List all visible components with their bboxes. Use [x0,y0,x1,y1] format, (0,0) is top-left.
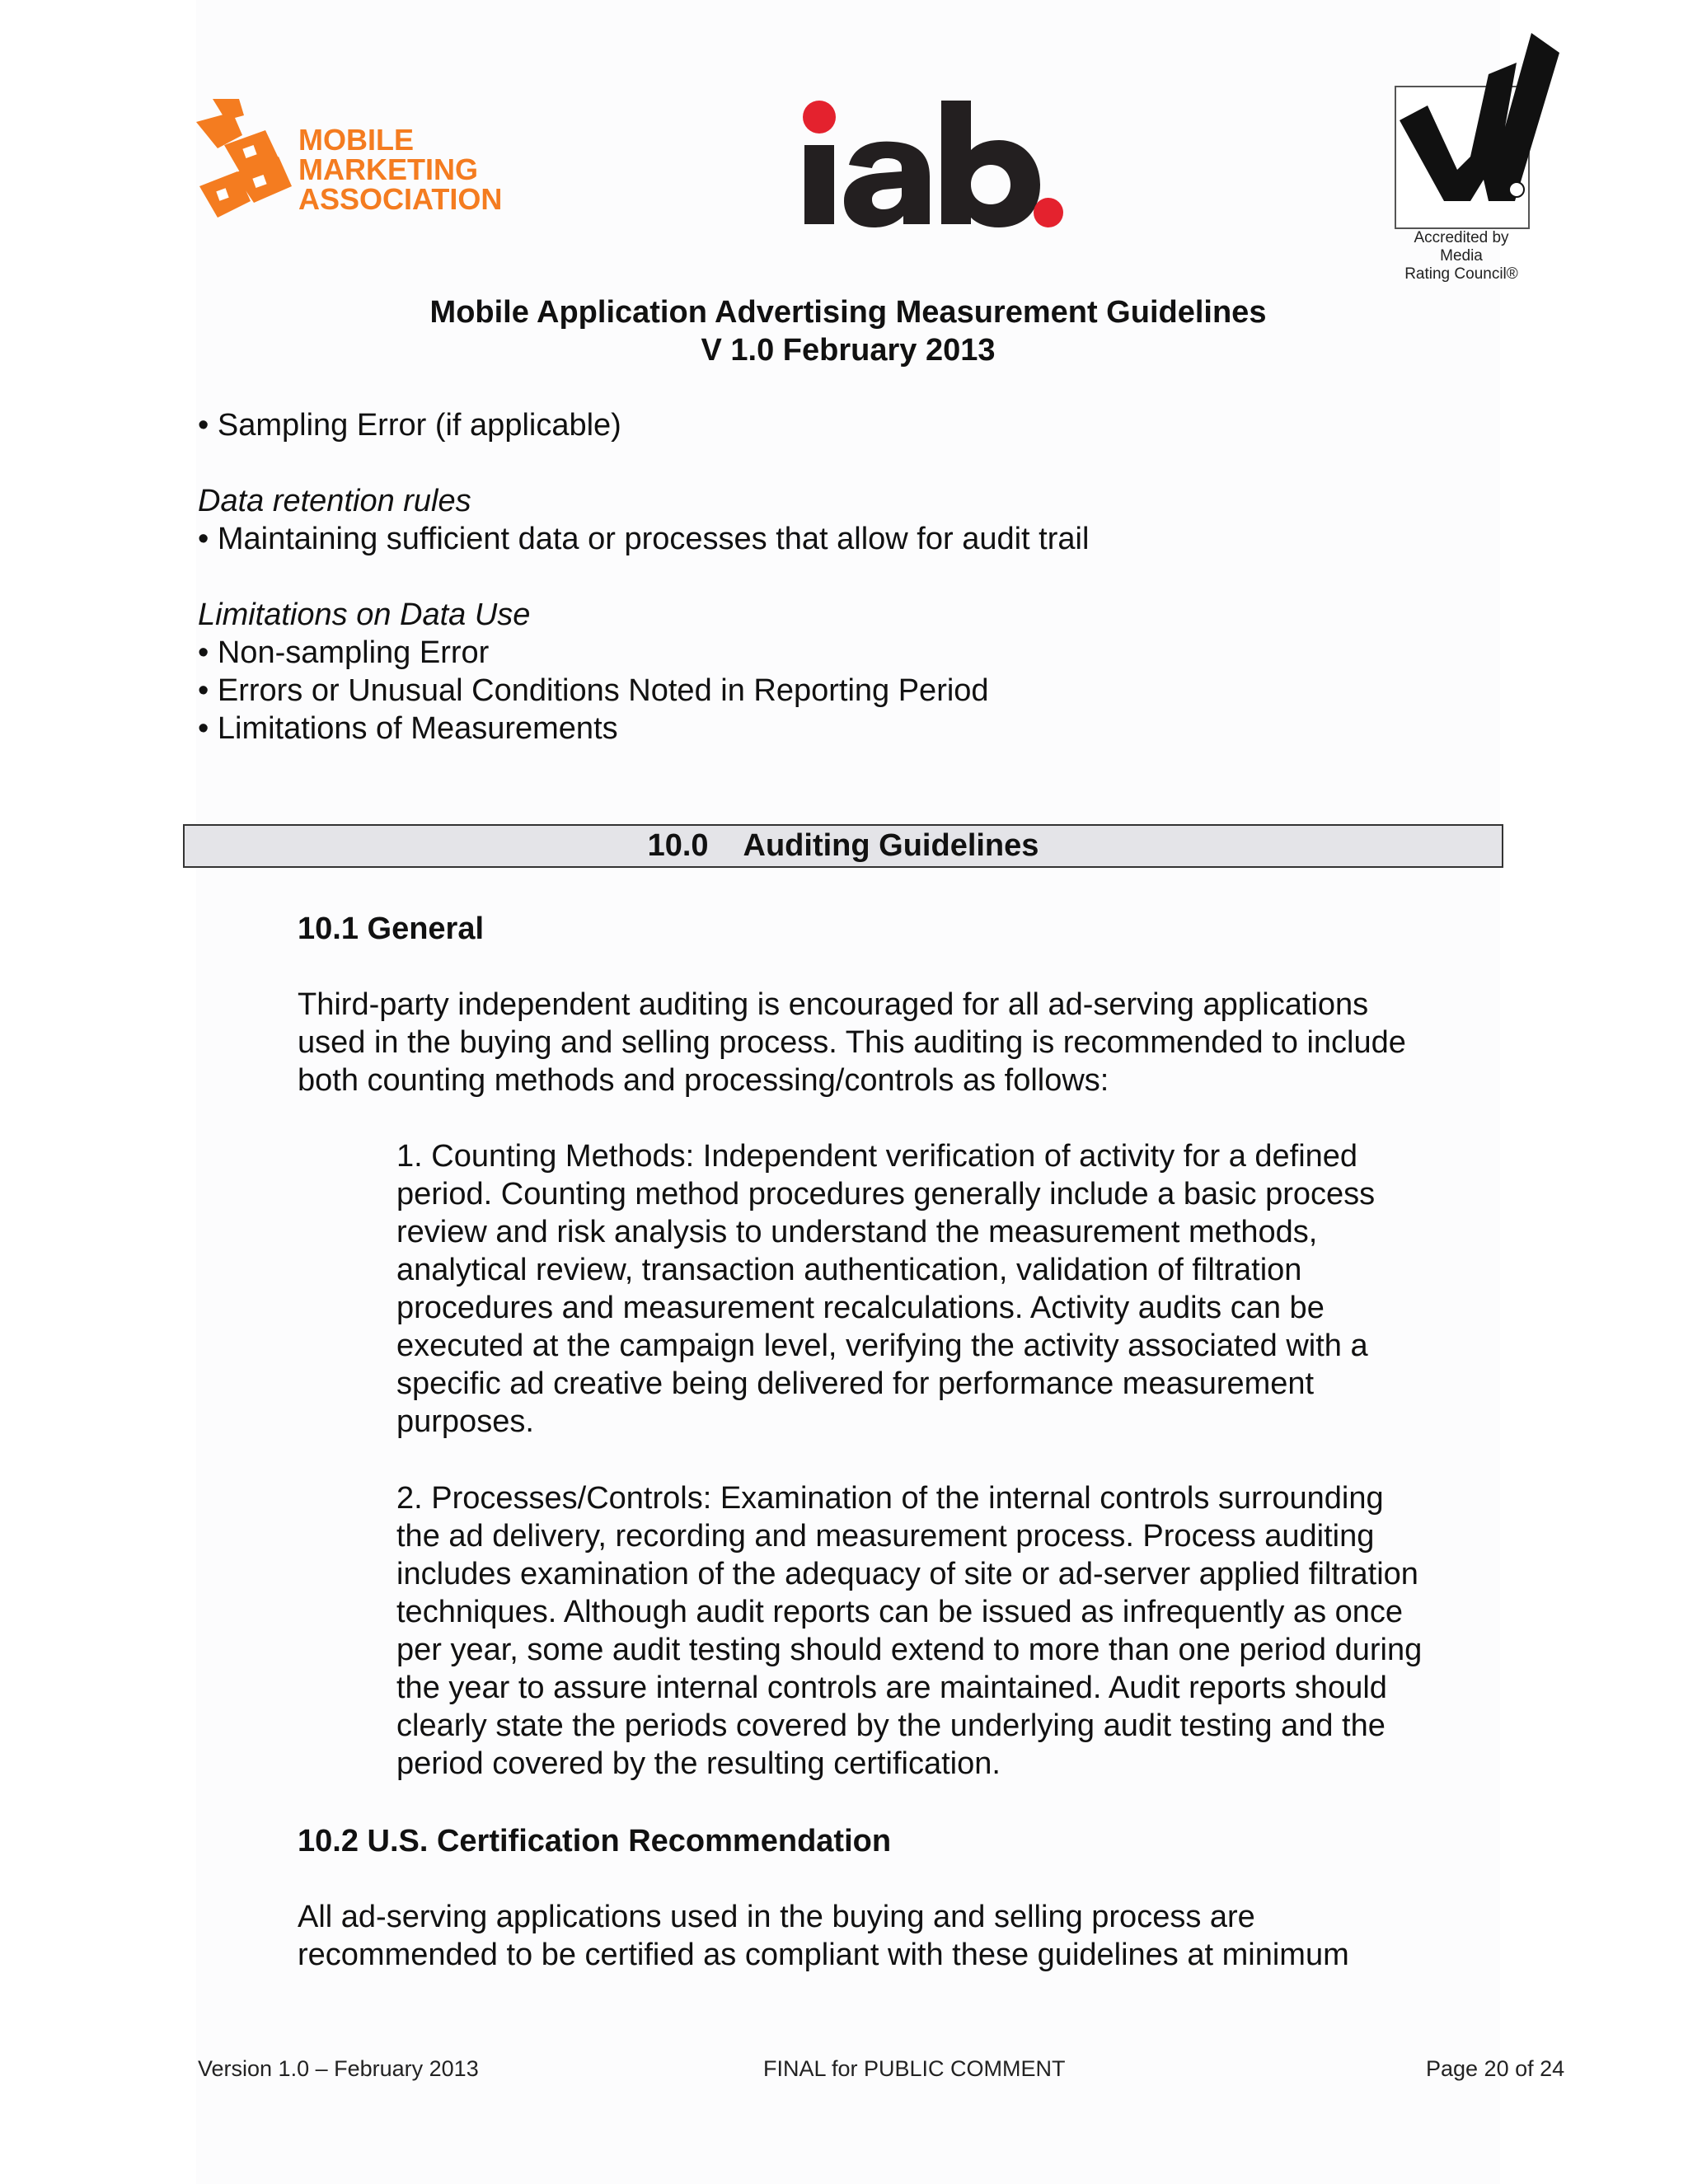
footer-page-number: Page 20 of 24 [1426,2056,1565,2081]
paragraph-line: used in the buying and selling process. This auditing is recommended to include [298,1025,1406,1060]
paragraph-line: recommended to be certified as compliant with these guidelines at minimum [298,1938,1349,1972]
paragraph-line: the year to assure internal controls are maintained. Audit reports should [396,1671,1387,1705]
paragraph-line: Third-party independent auditing is encouraged for all ad-serving applications [298,987,1369,1022]
iab-logo [801,97,1065,229]
data-retention-heading: Data retention rules [198,484,471,518]
paragraph-line: specific ad creative being delivered for performance measurement [396,1366,1315,1401]
paragraph-line: purposes. [396,1404,534,1439]
paragraph-line: executed at the campaign level, verifying the activity associated with a [396,1329,1368,1363]
paragraph-line: period covered by the resulting certification. [396,1746,1001,1781]
list-item-data-retention: • Maintaining sufficient data or processes that allow for audit trail [198,522,1090,556]
paragraph-line: 1. Counting Methods: Independent verification of activity for a defined [396,1139,1358,1174]
mrc-caption [1391,229,1531,284]
subsection-heading-certification: 10.2 U.S. Certification Recommendation [298,1824,892,1858]
paragraph-line: All ad-serving applications used in the buying and selling process are [298,1900,1255,1934]
document-title [196,293,1500,369]
section-heading-bar [183,824,1503,868]
paragraph-line: clearly state the periods covered by the underlying audit testing and the [396,1708,1386,1743]
paragraph-line: techniques. Although audit reports can be issued as infrequently as once [396,1595,1404,1629]
mma-logo [196,97,509,221]
list-item-non-sampling-error: • Non-sampling Error [198,635,490,670]
processes-controls-item [396,1479,1422,1783]
footer-status: FINAL for PUBLIC COMMENT [763,2056,1066,2081]
paragraph-line: includes examination of the adequacy of site or ad-server applied filtration [396,1557,1418,1591]
mma-line-3: ASSOCIATION [298,182,503,216]
list-item-errors-unusual-conditions: • Errors or Unusual Conditions Noted in Reporting Period [198,673,989,708]
paragraph-line: period. Counting method procedures generally include a basic process [396,1177,1376,1212]
mrc-caption-line-2: Media [1440,247,1483,265]
list-item-sampling-error: • Sampling Error (if applicable) [198,408,621,443]
paragraph-line: 2. Processes/Controls: Examination of the internal controls surrounding [396,1481,1384,1516]
paragraph-line: procedures and measurement recalculations. Activity audits can be [396,1291,1325,1325]
mma-mark-icon [196,97,295,221]
mma-wordmark [298,125,502,214]
paragraph-line: per year, some audit testing should extend to more than one period during [396,1633,1423,1667]
limitations-heading: Limitations on Data Use [198,598,531,632]
mrc-accreditation-logo [1391,25,1564,283]
section-number: 10.0 [647,828,709,863]
certification-paragraph [298,1898,1349,1974]
subsection-heading-general: 10.1 General [298,912,485,946]
section-title: Auditing Guidelines [743,828,1039,863]
paragraph-line: analytical review, transaction authentication, validation of filtration [396,1253,1302,1287]
general-intro-paragraph [298,986,1406,1099]
footer-version: Version 1.0 – February 2013 [198,2056,479,2081]
counting-methods-item [396,1137,1375,1441]
paragraph-line: review and risk analysis to understand the measurement methods, [396,1215,1318,1249]
document-title-line-1: Mobile Application Advertising Measurement Guidelines [429,295,1267,330]
list-item-limitations-of-measurements: • Limitations of Measurements [198,711,618,746]
mrc-caption-line-3: Rating Council® [1404,265,1518,283]
paragraph-line: the ad delivery, recording and measurement process. Process auditing [396,1519,1375,1554]
paragraph-line: both counting methods and processing/controls as follows: [298,1063,1109,1098]
mma-line-2: MARKETING [298,152,478,186]
mrc-caption-line-1: Accredited by [1414,229,1509,246]
mma-line-1: MOBILE [298,123,414,157]
mrc-w-mark-icon [1391,25,1564,231]
iab-wordmark-icon [801,97,1065,229]
document-title-line-2: V 1.0 February 2013 [701,333,996,368]
